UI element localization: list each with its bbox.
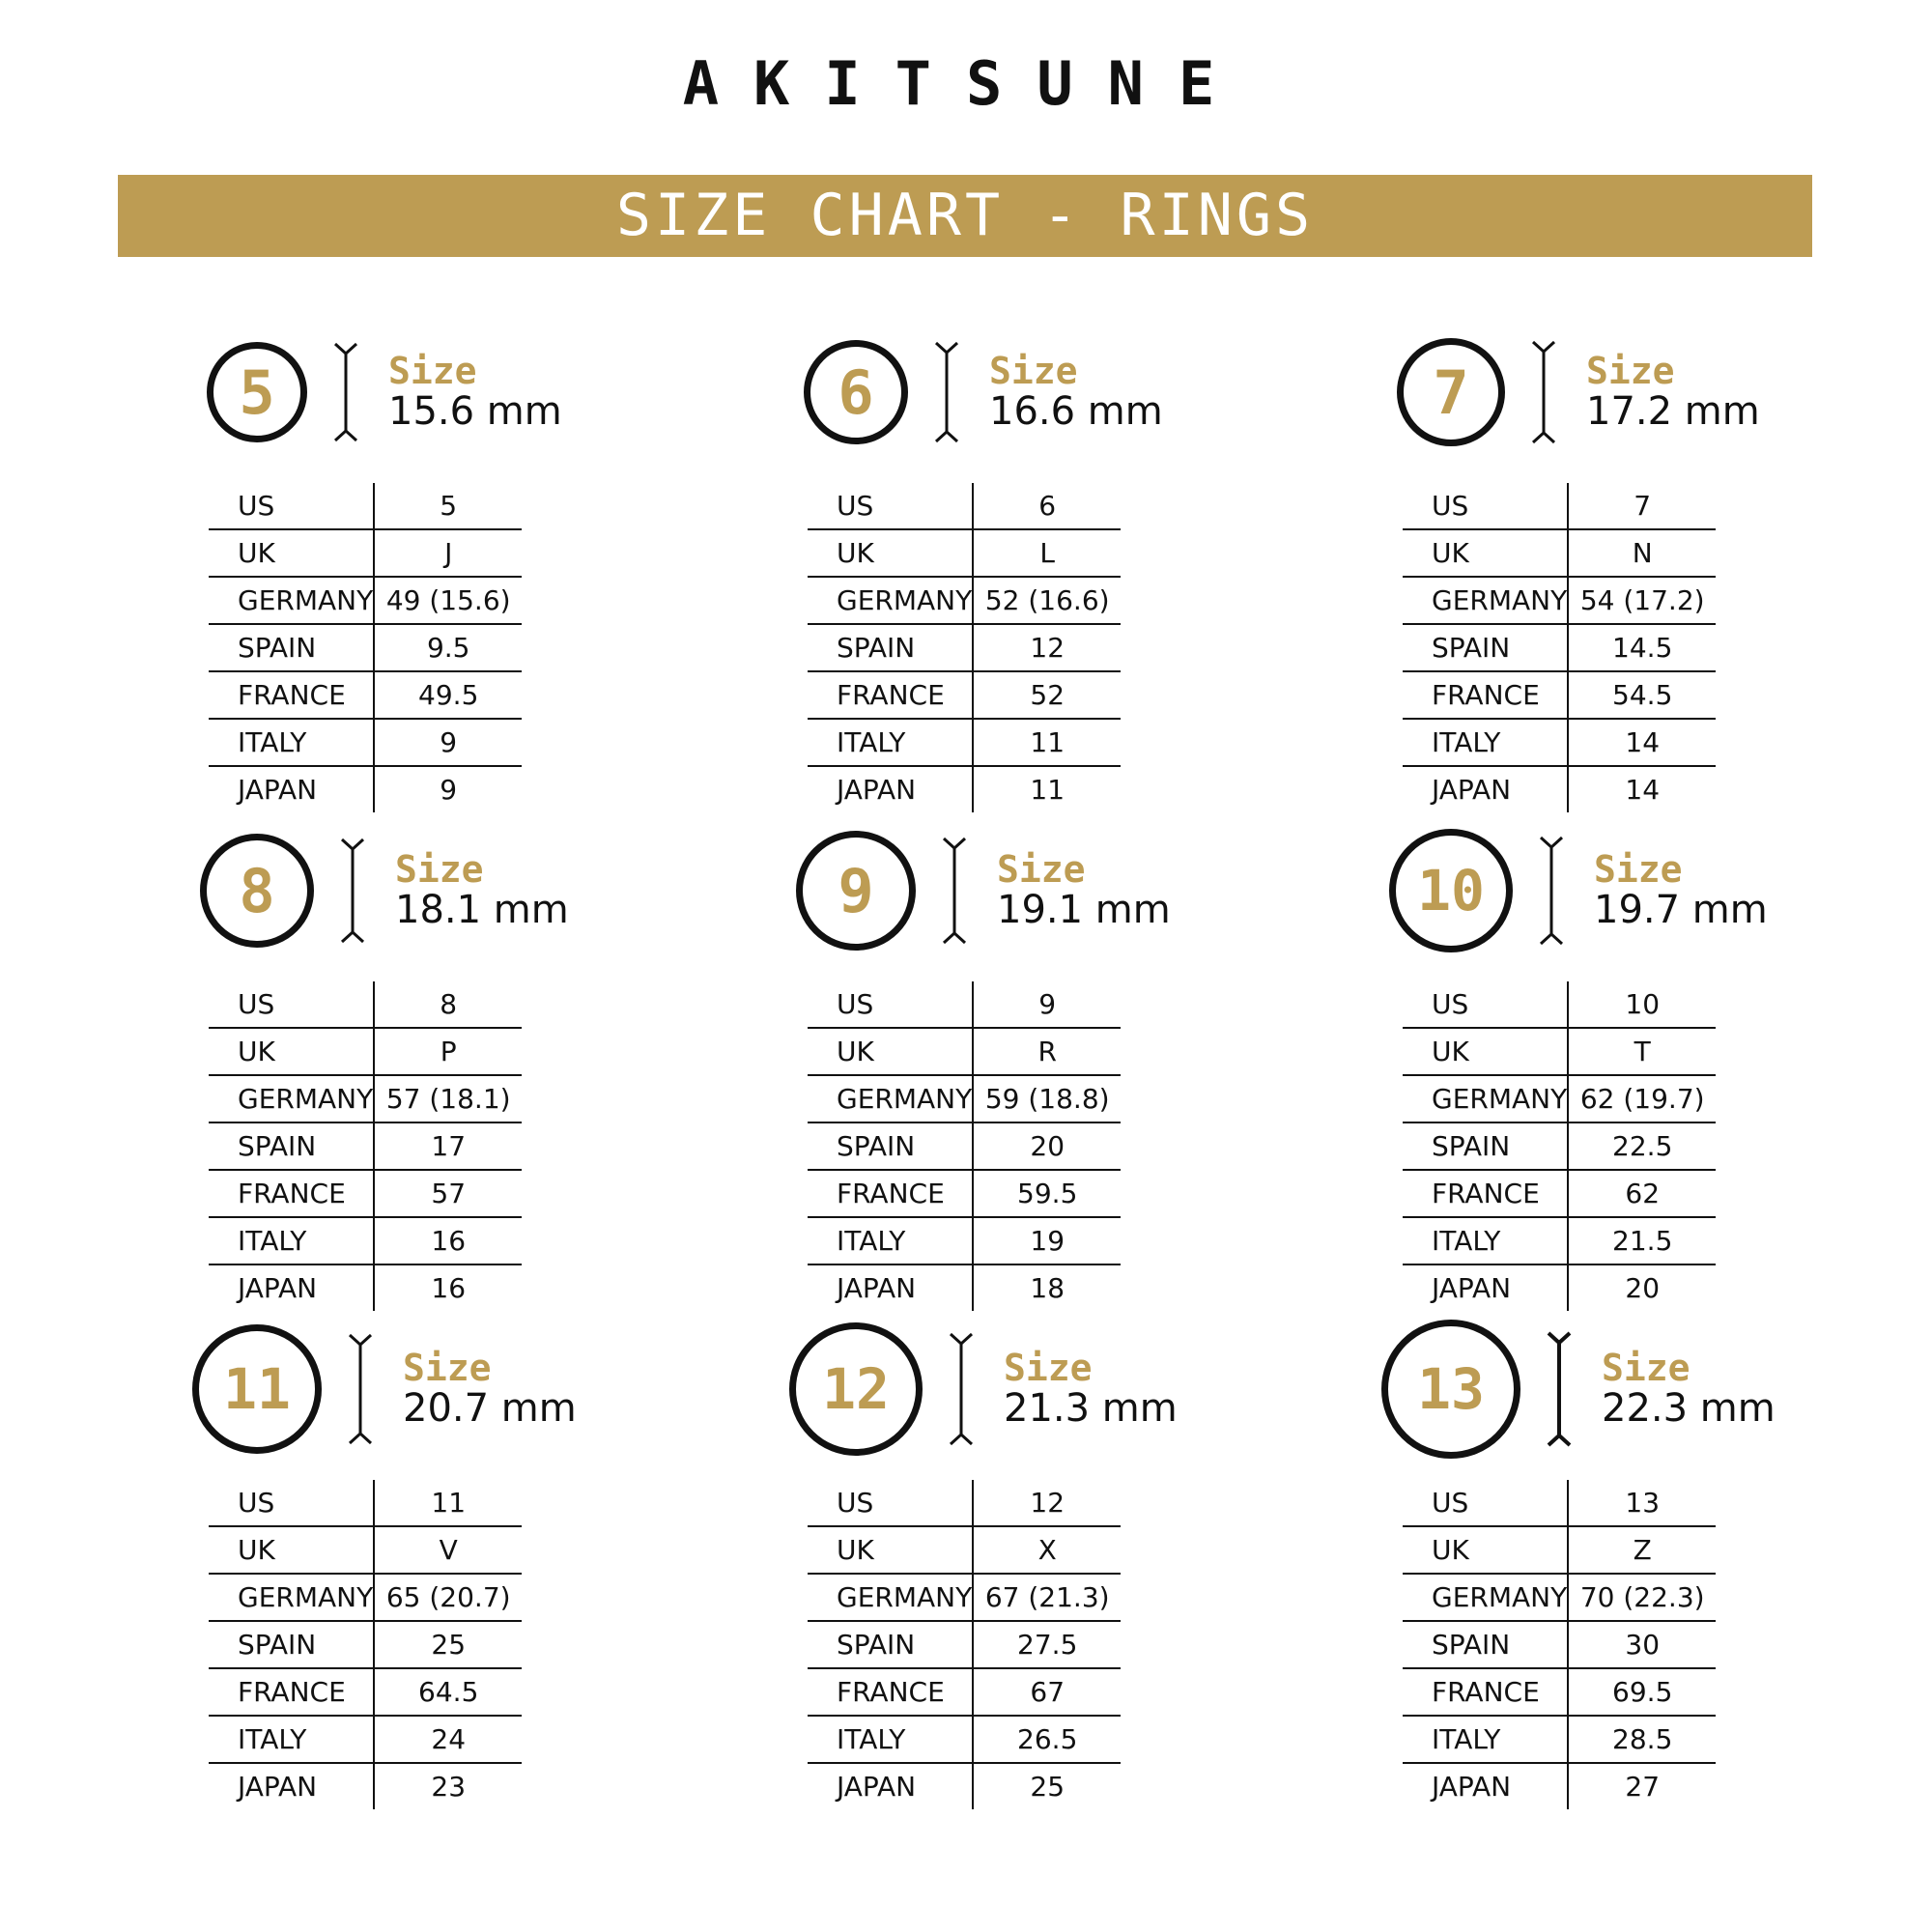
table-row xyxy=(1403,1668,1716,1716)
size-value-cell: L xyxy=(973,529,1121,577)
diameter-measure-icon xyxy=(331,341,360,443)
size-card-11 xyxy=(209,1333,711,1803)
table-row xyxy=(1403,1763,1716,1809)
table-row xyxy=(1403,1574,1716,1621)
table-row xyxy=(1403,483,1716,529)
size-value-cell: 12 xyxy=(973,624,1121,671)
country-cell: ITALY xyxy=(1403,1716,1568,1763)
table-row xyxy=(209,1028,522,1075)
table-row xyxy=(808,1170,1121,1217)
size-card-10 xyxy=(1403,835,1905,1304)
size-value-cell: 13 xyxy=(1568,1480,1716,1526)
table-row xyxy=(808,766,1121,812)
diameter-value: 19.1 mm xyxy=(997,888,1171,932)
country-cell: SPAIN xyxy=(1403,1621,1568,1668)
size-value-cell: 9 xyxy=(374,719,522,766)
table-row xyxy=(1403,529,1716,577)
size-value-cell: 5 xyxy=(374,483,522,529)
country-cell: FRANCE xyxy=(808,1170,973,1217)
ring-size-circle: 5 xyxy=(207,342,307,442)
size-card-8 xyxy=(209,835,711,1304)
table-row xyxy=(1403,1122,1716,1170)
size-conversion-table xyxy=(1403,483,1716,812)
table-row xyxy=(808,1217,1121,1264)
country-cell: GERMANY xyxy=(1403,1075,1568,1122)
country-cell: ITALY xyxy=(209,719,374,766)
table-row xyxy=(808,1763,1121,1809)
table-row xyxy=(1403,1526,1716,1574)
table-row xyxy=(808,1668,1121,1716)
size-value-cell: 9.5 xyxy=(374,624,522,671)
size-value-cell: N xyxy=(1568,529,1716,577)
country-cell: SPAIN xyxy=(209,1122,374,1170)
country-cell: GERMANY xyxy=(1403,577,1568,624)
size-value-cell: 25 xyxy=(973,1763,1121,1809)
size-value-cell: T xyxy=(1568,1028,1716,1075)
size-value-cell: 62 (19.7) xyxy=(1568,1075,1716,1122)
table-row xyxy=(1403,1075,1716,1122)
diameter-measure-icon xyxy=(338,837,367,945)
table-row xyxy=(209,1122,522,1170)
size-value-cell: 27.5 xyxy=(973,1621,1121,1668)
ring-size-circle: 7 xyxy=(1397,338,1505,446)
size-value-cell: 17 xyxy=(374,1122,522,1170)
table-row xyxy=(808,483,1121,529)
size-conversion-table xyxy=(209,483,522,812)
country-cell: JAPAN xyxy=(808,1264,973,1311)
size-label: Size xyxy=(395,848,484,891)
size-label: Size xyxy=(1004,1347,1093,1389)
country-cell: JAPAN xyxy=(808,766,973,812)
country-cell: JAPAN xyxy=(209,766,374,812)
size-value-cell: 8 xyxy=(374,981,522,1028)
size-label: Size xyxy=(403,1347,492,1389)
country-cell: GERMANY xyxy=(209,1574,374,1621)
table-row xyxy=(808,1028,1121,1075)
diameter-value: 17.2 mm xyxy=(1586,389,1760,434)
country-cell: US xyxy=(1432,988,1469,1020)
country-cell: UK xyxy=(209,529,374,577)
country-cell: US xyxy=(837,490,874,522)
diameter-value: 15.6 mm xyxy=(388,389,562,434)
size-value-cell: 14 xyxy=(1568,766,1716,812)
table-row xyxy=(808,529,1121,577)
country-cell: ITALY xyxy=(808,1716,973,1763)
country-cell: FRANCE xyxy=(209,671,374,719)
size-value-cell: 18 xyxy=(973,1264,1121,1311)
size-value-cell: 62 xyxy=(1568,1170,1716,1217)
country-cell: US xyxy=(837,988,874,1020)
country-cell: ITALY xyxy=(209,1217,374,1264)
table-row xyxy=(209,1668,522,1716)
size-value-cell: 20 xyxy=(1568,1264,1716,1311)
size-value-cell: P xyxy=(374,1028,522,1075)
size-value-cell: 9 xyxy=(374,766,522,812)
size-value-cell: 23 xyxy=(374,1763,522,1809)
size-value-cell: 22.5 xyxy=(1568,1122,1716,1170)
table-row xyxy=(209,1621,522,1668)
size-value-cell: 30 xyxy=(1568,1621,1716,1668)
country-cell: UK xyxy=(209,1526,374,1574)
size-value-cell: 11 xyxy=(374,1480,522,1526)
country-cell: UK xyxy=(808,1526,973,1574)
table-row xyxy=(1403,719,1716,766)
size-label: Size xyxy=(989,350,1078,392)
ring-size-circle: 6 xyxy=(804,340,908,444)
size-value-cell: 49 (15.6) xyxy=(374,577,522,624)
size-value-cell: 9 xyxy=(973,981,1121,1028)
size-conversion-table xyxy=(1403,1480,1716,1809)
diameter-value: 21.3 mm xyxy=(1004,1386,1178,1431)
size-value-cell: 67 (21.3) xyxy=(973,1574,1121,1621)
size-value-cell: 27 xyxy=(1568,1763,1716,1809)
table-row xyxy=(209,1526,522,1574)
ring-size-circle: 10 xyxy=(1389,829,1513,952)
size-label: Size xyxy=(1594,848,1683,891)
diameter-measure-icon xyxy=(346,1332,375,1446)
table-row xyxy=(209,1217,522,1264)
table-row xyxy=(1403,671,1716,719)
size-card-5 xyxy=(209,336,711,806)
table-row xyxy=(808,1075,1121,1122)
country-cell: SPAIN xyxy=(1403,1122,1568,1170)
ring-size-circle: 12 xyxy=(789,1322,923,1456)
table-row xyxy=(1403,577,1716,624)
size-value-cell: J xyxy=(374,529,522,577)
table-row xyxy=(1403,1217,1716,1264)
table-row xyxy=(808,577,1121,624)
ring-size-circle: 13 xyxy=(1381,1320,1520,1459)
table-row xyxy=(1403,1028,1716,1075)
size-label: Size xyxy=(1602,1347,1690,1389)
size-label: Size xyxy=(997,848,1086,891)
size-conversion-table xyxy=(1403,981,1716,1311)
country-cell: SPAIN xyxy=(808,1122,973,1170)
table-row xyxy=(209,577,522,624)
table-row xyxy=(1403,624,1716,671)
diameter-measure-icon xyxy=(947,1331,976,1447)
size-card-6 xyxy=(808,336,1310,806)
country-cell: US xyxy=(238,988,275,1020)
size-value-cell: 54 (17.2) xyxy=(1568,577,1716,624)
size-value-cell: 70 (22.3) xyxy=(1568,1574,1716,1621)
ring-size-circle: 11 xyxy=(192,1324,322,1454)
ring-size-circle: 9 xyxy=(796,831,916,951)
size-value-cell: 24 xyxy=(374,1716,522,1763)
table-row xyxy=(808,624,1121,671)
country-cell: SPAIN xyxy=(808,624,973,671)
table-row xyxy=(1403,1716,1716,1763)
size-card-12 xyxy=(808,1333,1310,1803)
size-value-cell: 12 xyxy=(973,1480,1121,1526)
ring-size-circle: 8 xyxy=(200,834,314,948)
table-row xyxy=(209,766,522,812)
diameter-measure-icon xyxy=(1545,1330,1574,1448)
table-row xyxy=(209,1574,522,1621)
country-cell: JAPAN xyxy=(1403,1763,1568,1809)
size-label: Size xyxy=(388,350,477,392)
country-cell: SPAIN xyxy=(209,624,374,671)
country-cell: UK xyxy=(808,529,973,577)
diameter-measure-icon xyxy=(932,340,961,444)
size-value-cell: 26.5 xyxy=(973,1716,1121,1763)
size-value-cell: Z xyxy=(1568,1526,1716,1574)
table-row xyxy=(1403,1480,1716,1526)
size-value-cell: 14.5 xyxy=(1568,624,1716,671)
size-value-cell: 25 xyxy=(374,1621,522,1668)
size-card-9 xyxy=(808,835,1310,1304)
size-value-cell: X xyxy=(973,1526,1121,1574)
size-value-cell: 57 xyxy=(374,1170,522,1217)
diameter-measure-icon xyxy=(1529,339,1558,445)
size-conversion-table xyxy=(209,1480,522,1809)
table-row xyxy=(1403,1264,1716,1311)
size-value-cell: 59.5 xyxy=(973,1170,1121,1217)
size-value-cell: 11 xyxy=(973,766,1121,812)
size-value-cell: 16 xyxy=(374,1264,522,1311)
size-value-cell: 21.5 xyxy=(1568,1217,1716,1264)
country-cell: FRANCE xyxy=(1403,671,1568,719)
size-value-cell: 7 xyxy=(1568,483,1716,529)
table-row xyxy=(209,1763,522,1809)
country-cell: US xyxy=(837,1487,874,1519)
table-row xyxy=(209,1264,522,1311)
table-row xyxy=(808,981,1121,1028)
country-cell: JAPAN xyxy=(1403,1264,1568,1311)
table-row xyxy=(209,529,522,577)
diameter-value: 18.1 mm xyxy=(395,888,569,932)
page-title-banner: SIZE CHART - RINGS xyxy=(118,175,1812,257)
size-value-cell: 64.5 xyxy=(374,1668,522,1716)
country-cell: GERMANY xyxy=(808,1574,973,1621)
table-row xyxy=(808,1526,1121,1574)
country-cell: SPAIN xyxy=(209,1621,374,1668)
country-cell: JAPAN xyxy=(209,1763,374,1809)
country-cell: UK xyxy=(1403,1526,1568,1574)
diameter-value: 20.7 mm xyxy=(403,1386,577,1431)
brand-logo: AKITSUNE xyxy=(682,48,1250,119)
country-cell: UK xyxy=(209,1028,374,1075)
table-row xyxy=(209,1716,522,1763)
country-cell: UK xyxy=(1403,529,1568,577)
size-value-cell: 6 xyxy=(973,483,1121,529)
country-cell: ITALY xyxy=(1403,719,1568,766)
table-row xyxy=(1403,981,1716,1028)
country-cell: US xyxy=(238,490,275,522)
country-cell: FRANCE xyxy=(808,671,973,719)
size-value-cell: 49.5 xyxy=(374,671,522,719)
country-cell: GERMANY xyxy=(808,1075,973,1122)
country-cell: ITALY xyxy=(1403,1217,1568,1264)
table-row xyxy=(1403,1170,1716,1217)
table-row xyxy=(209,1480,522,1526)
size-value-cell: 52 (16.6) xyxy=(973,577,1121,624)
table-row xyxy=(1403,1621,1716,1668)
table-row xyxy=(209,624,522,671)
size-value-cell: 14 xyxy=(1568,719,1716,766)
country-cell: UK xyxy=(808,1028,973,1075)
diameter-value: 19.7 mm xyxy=(1594,888,1768,932)
table-row xyxy=(209,1075,522,1122)
country-cell: ITALY xyxy=(808,1217,973,1264)
size-conversion-table xyxy=(209,981,522,1311)
size-value-cell: V xyxy=(374,1526,522,1574)
country-cell: FRANCE xyxy=(209,1668,374,1716)
size-value-cell: 65 (20.7) xyxy=(374,1574,522,1621)
table-row xyxy=(808,1716,1121,1763)
country-cell: ITALY xyxy=(808,719,973,766)
country-cell: JAPAN xyxy=(209,1264,374,1311)
country-cell: FRANCE xyxy=(1403,1170,1568,1217)
size-value-cell: 11 xyxy=(973,719,1121,766)
country-cell: ITALY xyxy=(209,1716,374,1763)
size-value-cell: 19 xyxy=(973,1217,1121,1264)
size-value-cell: 67 xyxy=(973,1668,1121,1716)
country-cell: SPAIN xyxy=(1403,624,1568,671)
diameter-measure-icon xyxy=(940,836,969,946)
table-row xyxy=(209,1170,522,1217)
size-value-cell: 20 xyxy=(973,1122,1121,1170)
country-cell: GERMANY xyxy=(209,1075,374,1122)
size-conversion-table xyxy=(808,981,1121,1311)
table-row xyxy=(209,483,522,529)
country-cell: GERMANY xyxy=(1403,1574,1568,1621)
size-conversion-table xyxy=(808,1480,1121,1809)
size-value-cell: 54.5 xyxy=(1568,671,1716,719)
table-row xyxy=(1403,766,1716,812)
country-cell: US xyxy=(1432,490,1469,522)
diameter-measure-icon xyxy=(1537,835,1566,947)
size-label: Size xyxy=(1586,350,1675,392)
table-row xyxy=(808,719,1121,766)
table-row xyxy=(808,1480,1121,1526)
country-cell: GERMANY xyxy=(808,577,973,624)
table-row xyxy=(808,1122,1121,1170)
table-row xyxy=(209,981,522,1028)
diameter-value: 22.3 mm xyxy=(1602,1386,1776,1431)
table-row xyxy=(808,1574,1121,1621)
table-row xyxy=(808,671,1121,719)
country-cell: FRANCE xyxy=(808,1668,973,1716)
country-cell: SPAIN xyxy=(808,1621,973,1668)
size-card-7 xyxy=(1403,336,1905,806)
size-value-cell: 59 (18.8) xyxy=(973,1075,1121,1122)
country-cell: US xyxy=(238,1487,275,1519)
size-card-13 xyxy=(1403,1333,1905,1803)
country-cell: US xyxy=(1432,1487,1469,1519)
country-cell: FRANCE xyxy=(1403,1668,1568,1716)
country-cell: FRANCE xyxy=(209,1170,374,1217)
country-cell: JAPAN xyxy=(808,1763,973,1809)
size-value-cell: 57 (18.1) xyxy=(374,1075,522,1122)
size-value-cell: R xyxy=(973,1028,1121,1075)
table-row xyxy=(808,1621,1121,1668)
size-value-cell: 69.5 xyxy=(1568,1668,1716,1716)
country-cell: JAPAN xyxy=(1403,766,1568,812)
country-cell: UK xyxy=(1403,1028,1568,1075)
country-cell: GERMANY xyxy=(209,577,374,624)
size-value-cell: 28.5 xyxy=(1568,1716,1716,1763)
size-value-cell: 16 xyxy=(374,1217,522,1264)
table-row xyxy=(209,671,522,719)
table-row xyxy=(209,719,522,766)
size-value-cell: 10 xyxy=(1568,981,1716,1028)
size-value-cell: 52 xyxy=(973,671,1121,719)
table-row xyxy=(808,1264,1121,1311)
diameter-value: 16.6 mm xyxy=(989,389,1163,434)
size-conversion-table xyxy=(808,483,1121,812)
